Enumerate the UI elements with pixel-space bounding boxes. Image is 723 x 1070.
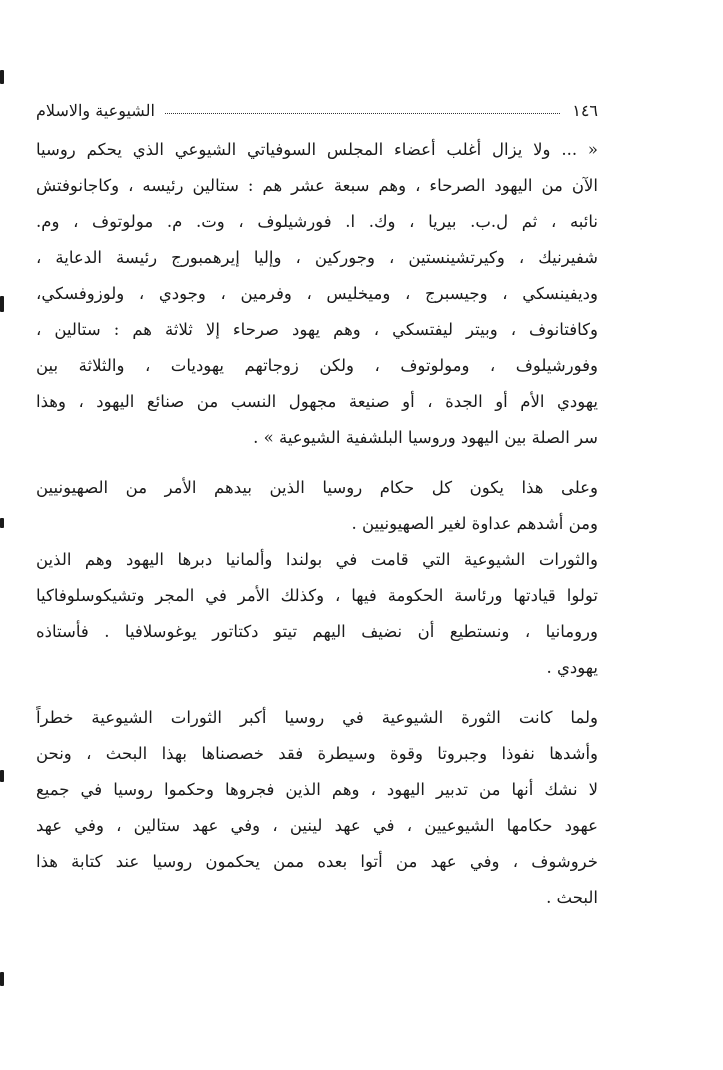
text-line: نائبه ، ثم ل.ب. بيريا ، وك. ا. فورشيلوف ، وت. م. مولوتوف ، وم.	[36, 212, 598, 231]
running-title: الشيوعية والاسلام	[36, 101, 155, 120]
text-line: شفيرنيك ، وكيرتشينستين ، وجوركين ، وإليا إيرهمبورج رئيسة الدعاية ،	[36, 248, 598, 267]
scan-edge-mark	[0, 70, 4, 84]
text-line: ورومانيا ، ونستطيع أن نضيف اليهم تيتو دكتاتور يوغوسلافيا . فأستاذه	[36, 622, 598, 641]
header-dotted-leader	[165, 113, 560, 114]
text-line: سر الصلة بين اليهود وروسيا البلشفية الشيوعية » .	[253, 428, 598, 447]
paragraph	[36, 700, 598, 916]
text-line: البحث .	[546, 888, 598, 907]
page-number: ١٤٦	[572, 101, 598, 120]
scan-edge-mark	[0, 972, 4, 986]
text-line: وعلى هذا يكون كل حكام روسيا الذين بيدهم الأمر من الصهيونيين	[36, 478, 598, 497]
text-line: تولوا قيادتها ورئاسة الحكومة فيها ، وكذلك الأمر في المجر وتشيكوسلوفاكيا	[36, 586, 598, 605]
text-line: يهودي .	[546, 658, 598, 677]
text-line: والثورات الشيوعية التي قامت في بولندا وألمانيا دبرها اليهود وهم الذين	[36, 550, 598, 569]
text-line: وكافتانوف ، وبيتر ليفتسكي ، وهم يهود صرحاء إلا ثلاثة هم : ستالين ،	[36, 320, 598, 339]
paragraph	[36, 470, 598, 542]
text-line: وأشدها نفوذا وجبروتا وقوة وسيطرة فقد خصصناها بهذا البحث ، ونحن	[36, 744, 598, 763]
paragraph-gap	[36, 456, 598, 470]
text-line: الآن من اليهود الصرحاء ، وهم سبعة عشر هم : ستالين رئيسه ، وكاجانوفتش	[36, 176, 598, 195]
text-line: « ... ولا يزال أغلب أعضاء المجلس السوفياتي الشيوعي الذي يحكم روسيا	[36, 140, 598, 159]
text-line: وديفينسكي ، وجيسبرج ، وميخليس ، وفرمين ، وجودي ، ولوزوفسكي،	[36, 284, 598, 303]
paragraph-quote	[36, 132, 598, 456]
text-line: وفورشيلوف ، ومولوتوف ، ولكن زوجاتهم يهوديات ، والثلاثة بين	[36, 356, 598, 375]
text-line: ولما كانت الثورة الشيوعية في روسيا أكبر الثورات الشيوعية خطراً	[36, 708, 598, 727]
scan-edge-mark	[0, 296, 4, 312]
paragraph	[36, 542, 598, 686]
text-line: لا نشك أنها من تدبير اليهود ، وهم الذين فجروها وحكموا روسيا في جميع	[36, 780, 598, 799]
scan-edge-mark	[0, 518, 4, 528]
paragraph-gap	[36, 686, 598, 700]
text-line: عهود حكامها الشيوعيين ، في عهد لينين ، وفي عهد ستالين ، وفي عهد	[36, 816, 598, 835]
text-line: يهودي الأم أو الجدة ، أو صنيعة مجهول النسب من صنائع اليهود ، وهذا	[36, 392, 598, 411]
text-line: ومن أشدهم عداوة لغير الصهيونيين .	[351, 514, 598, 533]
scan-edge-mark	[0, 770, 4, 782]
text-line: خروشوف ، وفي عهد من أتوا بعده ممن يحكمون روسيا عند كتابة هذا	[36, 852, 598, 871]
page-body	[36, 132, 598, 916]
page-header	[36, 92, 598, 120]
